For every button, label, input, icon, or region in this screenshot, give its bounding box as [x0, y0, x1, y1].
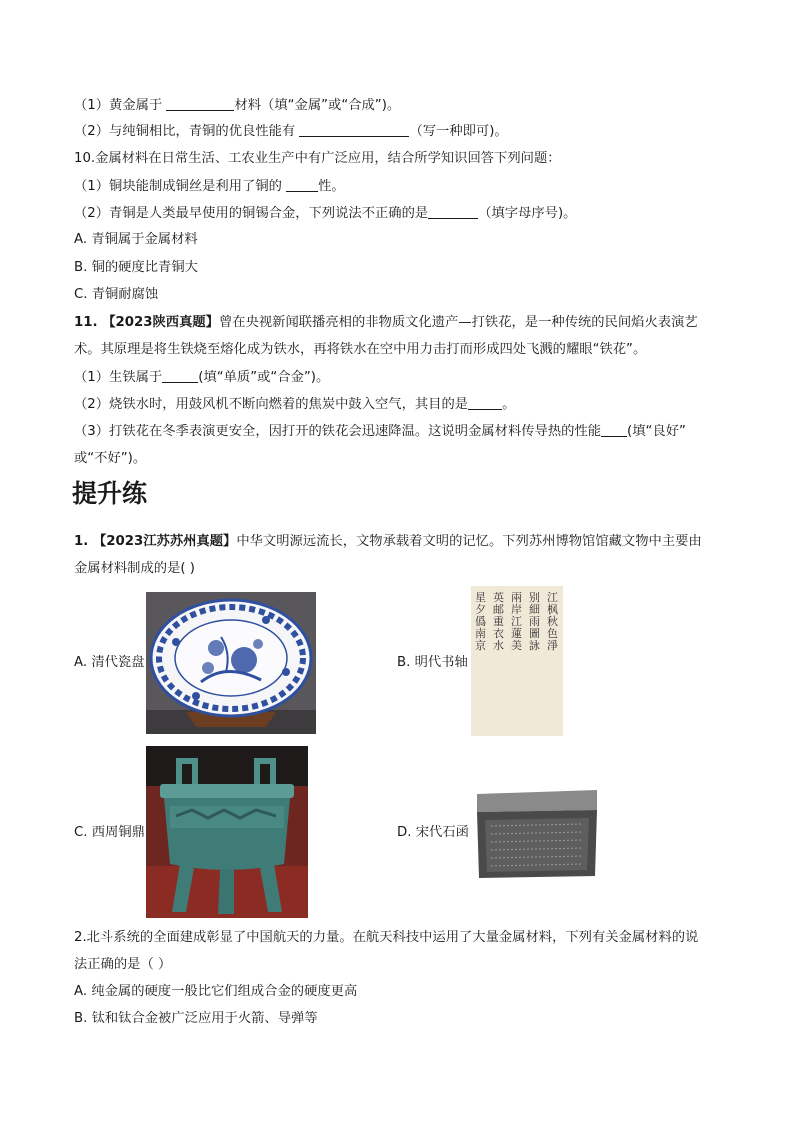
- text: （1）铜块能制成铜丝是利用了铜的: [74, 179, 287, 194]
- text: 中华文明源远流长，文物承载着文明的记忆。下列苏州博物馆馆藏文物中主要由: [236, 534, 702, 549]
- q10-option-c: C. 青铜耐腐蚀: [74, 287, 159, 302]
- text: （2）烧铁水时，用鼓风机不断向燃着的焦炭中鼓入空气，其目的是: [74, 397, 469, 412]
- stone-box-image: [471, 784, 603, 880]
- p1-option-b-label[interactable]: B. 明代书轴: [397, 655, 468, 670]
- text: (填“单质”或“合金”)。: [198, 370, 330, 385]
- question-number: 11.: [74, 315, 103, 330]
- answer-blank[interactable]: [286, 177, 318, 192]
- answer-blank[interactable]: [166, 96, 234, 111]
- plate-drawing: [146, 592, 316, 734]
- q9-part2: [74, 122, 508, 141]
- question-number: 1.: [74, 534, 93, 549]
- text: （3）打铁花在冬季表演更安全，因打开的铁花会迅速降温。这说明金属材料传导热的性能: [74, 424, 602, 439]
- answer-blank[interactable]: [162, 368, 198, 383]
- answer-blank[interactable]: [428, 204, 478, 219]
- p1-stem-line1: [74, 533, 702, 551]
- source-tag: 【2023陕西真题】: [102, 315, 219, 330]
- answer-blank[interactable]: [468, 395, 502, 410]
- p1-stem-line2: 金属材料制成的是( ): [74, 561, 195, 576]
- text: （2）青铜是人类最早使用的铜锡合金，下列说法不正确的是: [74, 206, 429, 221]
- q10-part1: [74, 177, 345, 196]
- p2-option-b[interactable]: B. 钛和钛合金被广泛应用于火箭、导弹等: [74, 1011, 318, 1026]
- section-title: 提升练: [72, 479, 148, 508]
- q11-part3-cont: 或“不好”)。: [74, 451, 147, 466]
- text: （1）黄金属于: [74, 98, 167, 113]
- q11-stem-line2: 术。其原理是将生铁烧至熔化成为铁水，再将铁水在空中用力击打而形成四处飞溅的耀眼“铁花”。: [74, 342, 647, 357]
- calligraphy-column: 江枫秋色淨: [547, 591, 558, 652]
- ding-drawing: [146, 746, 308, 918]
- calligraphy-column: 英邮重衣水: [493, 591, 504, 652]
- p2-option-a[interactable]: A. 纯金属的硬度一般比它们组成合金的硬度更高: [74, 984, 358, 999]
- bronze-ding-image: [146, 746, 308, 918]
- q11-part1: [74, 368, 329, 387]
- p2-stem-line1: 2.北斗系统的全面建成彰显了中国航天的力量。在航天科技中运用了大量金属材料，下列有关金属材料的说: [74, 930, 699, 945]
- text: 性。: [318, 179, 345, 194]
- calligraphy-column: 兩岸江蓮美: [511, 591, 522, 652]
- p1-option-d-label[interactable]: D. 宋代石函: [397, 825, 469, 840]
- q11-part2: [74, 395, 515, 414]
- p1-option-a-label[interactable]: A. 清代瓷盘: [74, 655, 145, 670]
- p1-option-c-label[interactable]: C. 西周铜鼎: [74, 825, 145, 840]
- q10-stem: 10.金属材料在日常生活、工农业生产中有广泛应用，结合所学知识回答下列问题：: [74, 151, 561, 166]
- q9-part1: [74, 96, 400, 115]
- answer-blank[interactable]: [601, 422, 627, 437]
- q10-part2: [74, 204, 576, 223]
- calligraphy-column: 别細雨圖詠: [529, 591, 540, 652]
- calligraphy-scroll-image: [471, 586, 563, 736]
- text: (填“良好”: [627, 424, 686, 439]
- q11-stem-line1: [74, 314, 698, 332]
- q11-part3: [74, 422, 686, 441]
- p2-stem-line2: 法正确的是（ ）: [74, 957, 172, 972]
- porcelain-plate-image: [146, 592, 316, 734]
- text: 曾在央视新闻联播亮相的非物质文化遗产—打铁花，是一种传统的民间焰火表演艺: [218, 315, 698, 330]
- answer-blank[interactable]: [299, 122, 409, 137]
- text: 。: [502, 397, 516, 412]
- text: （2）与纯铜相比，青铜的优良性能有: [74, 124, 300, 139]
- text: 材料（填“金属”或“合成”)。: [234, 98, 401, 113]
- source-tag: 【2023江苏苏州真题】: [92, 534, 237, 549]
- q10-option-b: B. 铜的硬度比青铜大: [74, 260, 198, 275]
- text: （填字母序号)。: [478, 206, 577, 221]
- stone-box-drawing: [471, 784, 603, 880]
- text: （1）生铁属于: [74, 370, 163, 385]
- text: （写一种即可)。: [409, 124, 508, 139]
- q10-option-a: A. 青铜属于金属材料: [74, 232, 198, 247]
- calligraphy-column: 星夕僞南京: [475, 591, 486, 652]
